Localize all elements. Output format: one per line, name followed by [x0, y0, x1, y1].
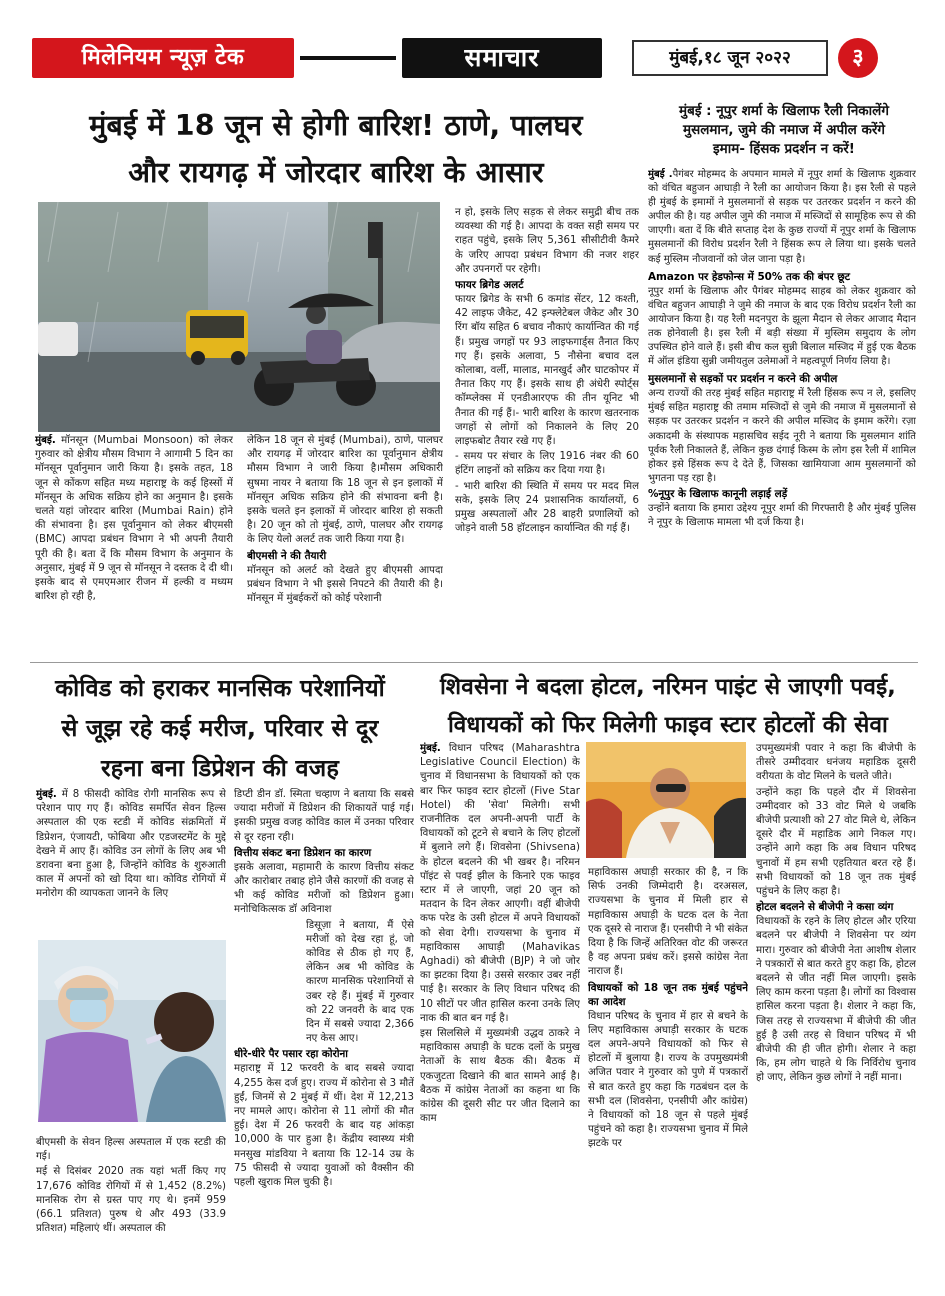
covid-headline-line1: कोविड को हराकर मानसिक परेशानियों: [55, 674, 385, 702]
shivsena-headline: [418, 668, 918, 744]
nupur-body: [648, 168, 916, 660]
nupur-headline: [648, 102, 920, 159]
shivsena-subhead-order: विधायकों को 18 जून तक मुंबई पहुंचने का आदेश: [588, 981, 748, 1008]
covid-headline-line2: से जूझ रहे कई मरीज, परिवार से दूर: [61, 714, 379, 742]
page-number-badge: [838, 38, 878, 78]
date-box: [632, 40, 828, 76]
rain-col2-para1: लेकिन 18 जून से मुंबई (Mumbai), ठाणे, पालघर और रायगढ़ में जोरदार बारिश का पूर्वानुमान क्षेत्रीय मौसम विभाग ने जारी किया है।मौसम अधिकारी सुषमा नायर ने बताया कि 18 जून से इन इलाकों में मॉनसून अधिक सक्रिय होने की संभावना बनी है। इसके चलते इन इलाकों में जोरदार बारिश हो सकती है। 20 जून को तो मुंबई, ठाणे, पालघर और रायगढ़ के लिए येलो अलर्ट तक जारी किया गया है।: [247, 435, 443, 546]
rain-subhead-fire: फायर ब्रिगेड अलर्ट: [455, 279, 524, 292]
nupur-para2: नूपुर शर्मा के खिलाफ और पैगंबर मोहम्मद साहब को लेकर शुक्रवार को वंचित बहुजन आघाड़ी ने जुमे की नमाज के बाद एक विरोध प्रदर्शन रैली का आयोजन किया है। यह रैली मदनपुरा के झूला मैदान से लेकर आजाद मैदान तक होनेवाली है। इस रैली में बड़ी संख्या में मुस्लिम समुदाय के लोग उपस्थित होने वाले हैं। इसी बीच कल सुन्नी बिलाल मस्जिद में हुई एक बैठक में ऑल इंडिया सुन्नी जमीयतुल उलेमाओं ने महत्वपूर्ण निर्णय लिया है।: [648, 285, 916, 368]
covid-col2-para3: डिसूज़ा ने बताया, मैं ऐसे मरीजों को देख रहा हूं, जो कोविड से ठीक हो गए हैं, लेकिन अब भी कोविड के कारण मानसिक परेशानियों से उबर रहे हैं। मुंबई में गुरुवार को 22 जनवरी के बाद एक दिन में सबसे ज्यादा 2,366 नए केस आए।: [306, 919, 414, 1045]
shivsena-photo: [586, 742, 746, 858]
shivsena-col-3: [756, 742, 916, 1264]
shivsena-dateline: मुंबई.: [420, 743, 441, 754]
masthead: [32, 38, 912, 78]
brand-name: मिलेनियम न्यूज़ टेक: [81, 45, 245, 70]
shivsena-col1-para2: इस सिलसिले में मुख्यमंत्री उद्धव ठाकरे ने महाविकास अघाड़ी के घटक दलों के प्रमुख नेताओं के साथ बैठक की। बैठक में एकजुटता दिखाने की बात सामने आई है। बैठक में कांग्रेस नेताओं का कहना था कि कांग्रेस की दूसरी सीट पर जीत दिलाने का काम: [420, 1028, 580, 1125]
nupur-para3: अन्य राज्यों की तरह मुंबई सहित महाराष्ट्र में रैली हिंसक रूप न ले, इसलिए मुंबई सहित महाराष्ट्र की तमाम मस्जिदों से जुमे की नमाज में मुसलमानों से सड़क पर उतरकर प्रदर्शन न करने की अपील मस्जिद के इमाम करेंगे। रज़ा अकादमी के संस्थापक महासचिव सईद नूरी ने बताया कि मुसलमान शांति पूर्वक रैली निकालते हैं, लेकिन कुछ दंगाई किस्म के लोग इस रैली में शामिल होकर इसे हिंसक रूप दे देते हैं, जिसका खामियाजा आम मुसलमानों को भुगतना पड़ रहा है।: [648, 388, 916, 484]
section-divider: [30, 662, 918, 663]
header-rule: [300, 56, 396, 60]
nupur-para4: उन्होंने बताया कि हमारा उद्देश्य नूपुर शर्मा की गिरफ्तारी है और मुंबई पुलिस ने नूपुर के खिलाफ मामला भी दर्ज किया है।: [648, 502, 916, 528]
nupur-subhead-legal: %नूपुर के खिलाफ कानूनी लड़ाई लड़ें: [648, 487, 788, 500]
rain-col3-bullet1: - समय पर संचार के लिए 1916 नंबर की 60 हंटिंग लाइनों को सक्रिय कर दिया गया है।: [455, 451, 639, 477]
shivsena-col1-para1: विधान परिषद (Maharashtra Legislative Council Election) के चुनाव में विधानसभा के विधायकों को एक बार फिर फाइव स्टार होटलों (Five Star Hotel) की 'सेवा' मिलेगी। सभी राजनीतिक दल अपनी-अपनी पार्टी के विधायकों को टूटने से बचाने के लिए होटलों में बुलाने लगे हैं। शिवसेना (Shivsena) के होटल बदलने की भी खबर है। नरिमन पॉइंट से पवई झील के किनारे एक फाइव स्टार में ले जाएगी, जहां 20 जून को मतदान के दिन लेकर आएगी। वहीं बीजेपी कफ परेड के उसी होटल में अपने विधायकों को सेवा देगी। राज्यसभा के चुनाव में महाविकास आघाड़ी (Mahavikas Aghadi) को बीजेपी (BJP) ने जो जोर का झटका दिया है। उससे सरकार उबर नहीं पाई है। सरकार के लिए विधान परिषद की 10 सीटों पर जीत हासिल करना उनके लिए नाक की बात बन गई है।: [420, 743, 580, 1024]
rain-headline-line2: और रायगढ़ में जोरदार बारिश के आसार: [128, 156, 544, 189]
rain-col3-bullet2: - भारी बारिश की स्थिति में समय पर मदद मिल सके, इसके लिए 24 प्रशासनिक कार्यालयों, 6 प्रमुख अस्पतालों और 28 बाहरी प्रणालियों को जोड़ने वाली 58 हॉटलाइन कार्यान्वित की गई हैं।: [455, 480, 639, 535]
nupur-para1: पैगंबर मोहम्मद के अपमान मामले में नूपुर शर्मा के खिलाफ शुक्रवार को वंचित बहुजन आघाड़ी ने रैली का आयोजन किया है। इस रैली से पहले ही मुंबई के इमामों ने मुसलमानों से सड़क पर उतरकर प्रदर्शन न करने की अपील की है। यह अपील जुमे की नमाज में मस्जिदों से सामूहिक रूप से की जाएगी। बता दें कि बीते सप्ताह देश के कुछ राज्यों में नूपुर शर्मा के खिलाफ मुसलमानों की विरोध प्रदर्शन रैली ने हिंसक रूप ले लिया था। इसके चलते कई मुस्लिम नौजवानों को जेल जाना पड़ा है।: [648, 169, 916, 265]
nupur-headline-line3: इमाम- हिंसक प्रदर्शन न करें!: [713, 141, 855, 157]
rain-col-1: [35, 434, 233, 660]
rain-col-3: [455, 206, 639, 658]
covid-col-1-bottom: [36, 1136, 226, 1262]
section-banner: [402, 38, 602, 78]
covid-subhead-spread: धीरे-धीरे पैर पसार रहा कोरोना: [234, 1048, 348, 1061]
shivsena-headline-line2: विधायकों को फिर मिलेगी फाइव स्टार होटलों की सेवा: [447, 712, 889, 738]
covid-col1-para2: बीएमसी के सेवन हिल्स अस्पताल में एक स्टडी की गई।: [36, 1137, 226, 1163]
rain-scene-image: [38, 202, 440, 432]
issue-date: मुंबई,१८ जून २०२२: [669, 48, 791, 68]
shivsena-headline-line1: शिवसेना ने बदला होटल, नरिमन पाइंट से जाएगी पवई,: [439, 674, 897, 700]
shivsena-col2-para1: महाविकास अघाड़ी सरकार की है, न कि सिर्फ उनकी जिम्मेदारी है। दरअसल, राज्यसभा के चुनाव में मिली हार से महाविकास अघाड़ी के घटक दल के नेता एक दूसरे से नाराज हैं। एनसीपी ने भी संकेत दिया है कि जिन्हें अतिरिक्त वोट की जरूरत है वह अपना प्रबंध करें। इससे कांग्रेस नेता नाराज हैं।: [588, 867, 748, 978]
covid-col2-para4: महाराष्ट्र में 12 फरवरी के बाद सबसे ज्यादा 4,255 केस दर्ज हुए। राज्य में कोरोना से 3 मौतें हुईं, जिनमें से 2 मुंबई में थीं। देश में 12,213 नए मामले आए। कोरोना से 11 लोगों की मौत हुई। देश में 26 फरवरी के बाद यह आंकड़ा 10,000 के पार हुआ है। केंद्रीय स्वास्थ्य मंत्री मनसुख मांडविया ने बताया कि 12-14 उम्र के 75 फीसदी से ज्यादा युवाओं को वैक्सीन की पहली खुराक मिल चुकी है।: [234, 1063, 414, 1189]
rain-headline-line1: मुंबई में 18 जून से होगी बारिश! ठाणे, पालघर: [89, 109, 583, 142]
shivsena-subhead-bjp: होटल बदलने से बीजेपी ने कसा व्यंग: [756, 901, 894, 914]
rain-col2-para2: मॉनसून को अलर्ट को देखते हुए बीएमसी आपदा प्रबंधन विभाग ने भी इससे निपटने की तैयारी की है। मॉनसून में मुंबईकरों को कोई परेशानी: [247, 564, 443, 605]
shivsena-col-1: [420, 742, 580, 1264]
covid-subhead-finance: वित्तीय संकट बना डिप्रेशन का कारण: [234, 846, 372, 859]
covid-col-1-top: [36, 788, 226, 940]
uddhav-thackeray-image: [586, 742, 746, 858]
covid-photo: [38, 940, 226, 1122]
covid-col1-para1: में 8 फीसदी कोविड रोगी मानसिक रूप से परेशान पाए गए हैं। कोविड समर्पित सेवन हिल्स अस्पताल की एक स्टडी में कोविड संक्रमितों में डिप्रेशन, एंजायटी, फोबिया और एडजस्टमेंट के मुद्दे देखने में आए हैं। कोविड उन लोगों के लिए अब भी डरावना बना हुआ है, जिन्होंने कोविड के शुरुआती काल में अपनों को खो दिया था। कोविड रोगियों में मनोरोग की व्यापकता जानने के लिए: [36, 789, 226, 900]
nupur-subhead-amazon: Amazon पर हेडफोन्स में 50% तक की बंपर छूट: [648, 270, 850, 283]
section-name: समाचार: [464, 43, 540, 72]
rain-col1-text: मॉनसून (Mumbai Monsoon) को लेकर गुरुवार को क्षेत्रीय मौसम विभाग ने आगामी 5 दिन का मॉनसून पूर्वानुमान जारी किया है। इसके तहत, 18 जून से कोंकण सहित मध्य महाराष्ट्र के कई हिस्सों में मॉनसून के अधिक सक्रिय होने का अनुमान है। इसके चलते यहां जोरदार बारिश (Mumbai Rain) होने की संभावना है। इस पूर्वानुमान को लेकर बीएमसी (BMC) आपदा प्रबंधन विभाग ने भी अपनी तैयारी पूरी की है। बता दें कि मौसम विभाग के अनुमान के अनुसार, मुंबई में 9 जून से मॉनसून ने दस्तक दे दी थी। इसके बाद से एमएमआर रीजन में हल्की व मध्यम बारिश हो रही है,: [35, 435, 233, 603]
brand-banner: [32, 38, 294, 78]
covid-dateline: मुंबई.: [36, 789, 57, 800]
page-number: ३: [852, 45, 864, 70]
shivsena-col2-para2: विधान परिषद के चुनाव में हार से बचने के लिए महाविकास अघाड़ी सरकार के घटक दल अपने-अपने विधायकों को फिर से होटलों में बुलाया है। राज्य के उपमुख्यमंत्री अजित पवार ने गुरुवार को पुणे में पत्रकारों से बात करते हुए कहा कि गठबंधन दल के सभी दल (शिवसेना, एनसीपी और कांग्रेस) ने विधायकों को 18 जून से पहले मुंबई पहुंचने को कहा है। राज्यसभा चुनाव में मिले झटके पर: [588, 1010, 748, 1150]
covid-col-2: [234, 788, 414, 1264]
rain-col-2: [247, 434, 443, 660]
covid-col2-para2: इसके अलावा, महामारी के कारण वित्तीय संकट और कारोबार तबाह होने जैसे कारणों की वजह से भी कई कोविड मरीजों को डिप्रेशन हुआ। मनोचिकित्सक डॉ अविनाश: [234, 861, 414, 916]
shivsena-col-2: [588, 866, 748, 1264]
rain-col3-para1: न हो, इसके लिए सड़क से लेकर समुद्री बीच तक व्यवस्था की गई है। आपदा के वक्त सही समय पर राहत पहुंचे, इसके लिए 5,361 सीसीटीवी कैमरे के जरिए आपदा प्रबंधन विभाग की नजर शहर और उपनगरों पर रहेगी।: [455, 207, 639, 275]
covid-headline: [28, 668, 412, 788]
covid-col1-para3: मई से दिसंबर 2020 तक यहां भर्ती किए गए 17,676 कोविड रोगियों में से 1,452 (8.2%) मानसिक रोग से ग्रस्त पाए गए थे। इनमें 959 (66.1 प्रतिशत) पुरुष थे और 493 (33.9 प्रतिशत) महिलाएं थीं। अस्पताल की: [36, 1166, 226, 1235]
rain-subhead-bmc: बीएमसी ने की तैयारी: [247, 549, 327, 562]
rain-dateline: मुंबई.: [35, 435, 56, 446]
rain-col3-para2: फायर ब्रिगेड के सभी 6 कमांड सेंटर, 12 कश्ती, 42 लाइफ जैकेट, 42 इन्फ्लेटेबल जैकेट और 30 रिंग बॉय सहित 6 बचाव नौकाएं कार्यान्वित की गई हैं। प्रमुख जगहों पर 93 लाइफगार्ड्स तैनात किए गए हैं। इसके अलावा, 5 नौसेना बचाव दल कोलाबा, वर्ली, मालाड, मानखुर्द और घाटकोपर में तैनात किए गए हैं। इसके साथ ही अंधेरी स्पोर्ट्स कॉम्प्लेक्स में एनडीआरएफ की तीन यूनिट भी तैनात की गई हैं।- भारी बारिश के कारण खतरनाक जगहों से लोगों को निकालने के लिए 20 लाइफबोट तैयार रखे गए हैं।: [455, 294, 639, 448]
rain-photo: [38, 202, 440, 432]
nupur-headline-line2: मुसलमान, जुमे की नमाज में अपील करेंगे: [683, 122, 885, 138]
covid-col2-para1: डिप्टी डीन डॉ. स्मिता चव्हाण ने बताया कि सबसे ज्यादा मरीजों में डिप्रेशन की शिकायतें पाई गई। इसकी प्रमुख वजह कोविड काल में उनका परिवार से दूर रहना रही।: [234, 789, 414, 843]
nupur-subhead-appeal: मुसलमानों से सड़कों पर प्रदर्शन न करने की अपील: [648, 373, 838, 386]
shivsena-col3-para3: विधायकों के रहने के लिए होटल और एरिया बदलने पर बीजेपी ने शिवसेना पर व्यंग मारा। गुरुवार को बीजेपी नेता आशीष शेलार ने पत्रकारों से बात करते हुए कहा कि, होटल बदलने से जीत नहीं मिल जाएगी। इसके लिए काम करना पड़ता है। लोगों का विश्वास हासिल करना पड़ता है। शेलार ने कहा कि, जिस तरह से राज्यसभा में बीजेपी की जीत हुई है उसी तरह से विधान परिषद में भी बीजेपी की ही जीत होगी। शेलार ने कहा कि, हम लोग चाहते थे कि निर्विरोध चुनाव हो जाए, लेकिन कुछ लोगों ने नहीं माना।: [756, 916, 916, 1084]
nupur-dateline: मुंबई .: [648, 169, 673, 180]
covid-test-image: [38, 940, 226, 1122]
rain-headline: [30, 102, 642, 196]
nupur-headline-line1: मुंबई : नूपुर शर्मा के खिलाफ रैली निकालेंगे: [679, 103, 889, 119]
shivsena-col3-para2: उन्होंने कहा कि पहले दौर में शिवसेना उम्मीदवार को 33 वोट मिले थे जबकि बीजेपी प्रत्याशी को 27 वोट मिले थे, लेकिन दूसरे दौर में महाडिक आगे निकल गए। उन्होंने आगे कहा कि अब विधान परिषद चुनावों में हम सभी एहतियात बरत रहे हैं। सभी विधायकों को 18 जून तक मुंबई पहुंचने के लिए कहा है।: [756, 786, 916, 898]
shivsena-col3-para1: उपमुख्यमंत्री पवार ने कहा कि बीजेपी के तीसरे उम्मीदवार धनंजय महाडिक दूसरी वरीयता के वोट मिलने के चलते जीते।: [756, 743, 916, 783]
covid-headline-line3: रहना बना डिप्रेशन की वजह: [100, 754, 340, 782]
